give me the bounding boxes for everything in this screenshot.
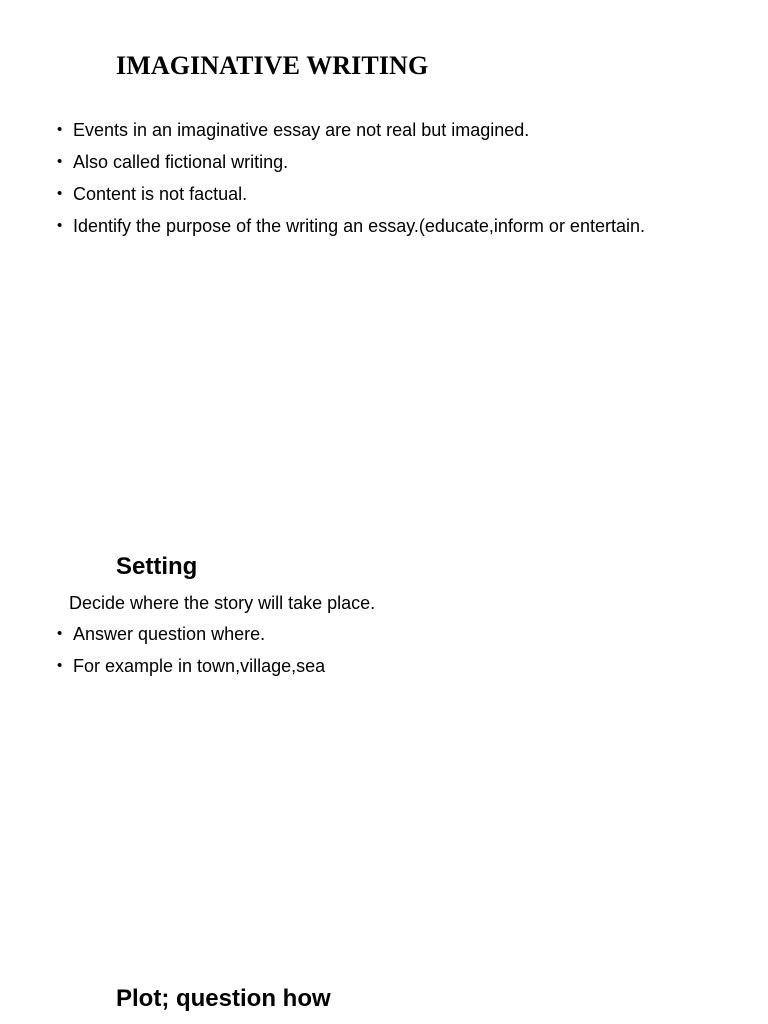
list-item-text: For example in town,village,sea	[73, 656, 326, 676]
bullet-icon: •	[57, 217, 63, 234]
bullet-icon: •	[57, 185, 63, 202]
setting-heading: Setting	[116, 553, 198, 580]
list-item-text: Also called fictional writing.	[73, 152, 289, 172]
list-item	[57, 182, 697, 206]
list-item-text: Events in an imaginative essay are not real but imagined.	[73, 120, 530, 140]
page-title: IMAGINATIVE WRITING	[116, 51, 429, 80]
list-item-text: Answer question where.	[73, 624, 266, 644]
intro-bullet-list	[57, 118, 697, 246]
list-item	[57, 150, 697, 174]
setting-bullet-list	[57, 622, 697, 686]
list-item-text: Content is not factual.	[73, 184, 248, 204]
list-item	[57, 622, 697, 646]
bullet-icon: •	[57, 625, 63, 642]
bullet-icon: •	[57, 657, 63, 674]
bullet-icon: •	[57, 121, 63, 138]
list-item-text: Identify the purpose of the writing an essay.(educate,inform or entertain.	[73, 216, 645, 236]
plot-heading: Plot; question how	[116, 985, 331, 1012]
list-item	[57, 118, 697, 142]
setting-intro: Decide where the story will take place.	[69, 593, 376, 613]
list-item	[57, 214, 697, 238]
bullet-icon: •	[57, 153, 63, 170]
list-item	[57, 654, 697, 678]
